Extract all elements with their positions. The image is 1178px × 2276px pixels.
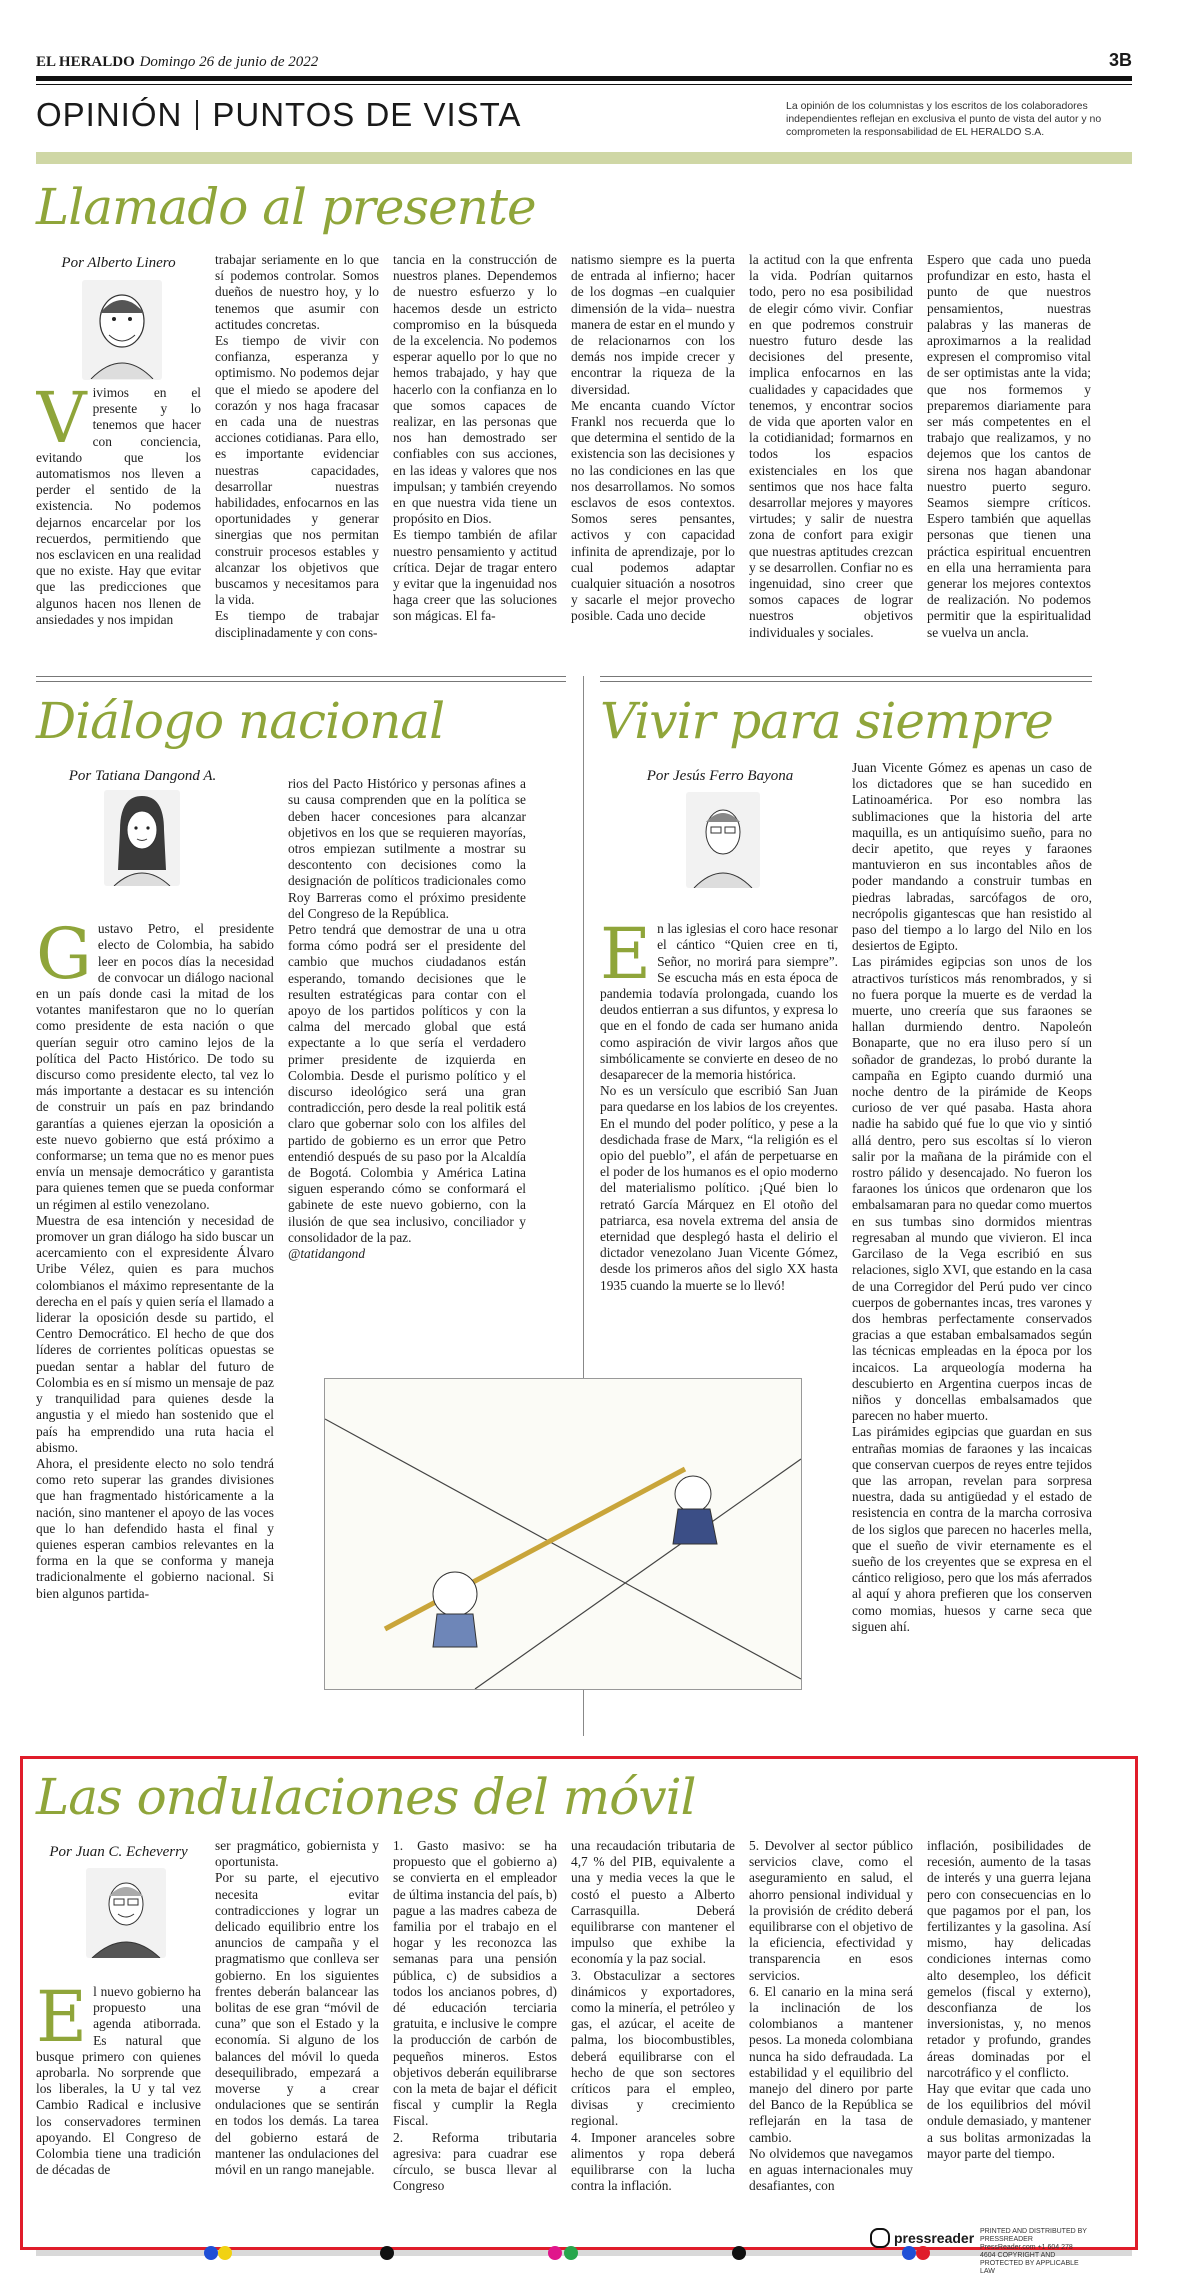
page-number: 3B bbox=[1108, 50, 1132, 70]
article-vivir-col2: Juan Vicente Gómez es apenas un caso de los dictadores que se han sucedido en Latinoamérica. Por eso nombra las sublimaciones que la historia del arte maquilla, es un antiquísimo sueño, para no decir apetito, que reyes y faraones mantuvieron en sus incontables años de poder mandando a construir tumbas en piedras labradas, sarcófagos de oro, necrópolis gigantescas que han resistido al paso del tiempo a lo largo del Nilo en los desiertos de Egipto. Las pirámides egipcias son unos de los atractivos turísticos más renombrados, y si no fuera porque la muerte es de verdad la muerte, uno creería que sus faraones se hallan durmiendo dentro. Napoleón Bonaparte, que no era iluso pero sí un soñador de grandezas, lo probó durante la campaña en Egipto cuando durmió una noche dentro de la pirámide de Keops curioso de ver qué pasaba. Hasta ahora nadie ha sabido qué fue lo que vio y sintió allá dentro, pero sus escoltas sí lo vieron salir por la mañana de la pirámide con el rostro pálido y desencajado. No fueron los faraones los únicos que ordenaron que los embalsamaran para no quedar como muertos en sus tumbas sino dormidos mientras regresaban al mundo que vivieron. El inca Garcilaso de la Vega escribió en sus relaciones, siglo XVI, que estando en la casa de una Corregidor del Perú pudo ver cinco cuerpos de gobernantes incas, tres varones y dos hembras perfectamente conservados gracias a que estaban embalsamados según las técnicas empleadas en la época por los incaicos. La arqueología moderna ha descubierto en Argentina cuerpos incas de niños y doncellas embalsamados que parecen no haber muerto. Las pirámides egipcias que guardan en sus entrañas momias de faraones y las incaicas que conservan cuerpos de reyes entre tejidos que las arropan, revelan para sorpresa nuestra, dada su antigüedad y el estado de resistencia en contra de la marcha corrosiva de los siglos que parecen no hacerles mella, que el sueño de vivir eternamente es el sueño de los creyentes que se expresa en el cántico religioso, pero que los más aferrados al aquí y ahora prefieren que los conserven como momias, huesos y carne seca que siguen ahí. bbox=[852, 760, 1092, 1634]
divider bbox=[600, 676, 1092, 677]
masthead-rule bbox=[36, 76, 1132, 81]
article-ondulaciones-col1 bbox=[36, 1984, 201, 2236]
section-band bbox=[36, 152, 1132, 164]
masthead-rule-thin bbox=[36, 84, 1132, 85]
divider bbox=[36, 681, 566, 682]
registration-dot bbox=[732, 2246, 746, 2260]
registration-dot bbox=[218, 2246, 232, 2260]
subsection-name: PUNTOS DE VISTA bbox=[212, 96, 522, 133]
article-ondulaciones-col4: una recaudación tributaria de 4,7 % del PIB, equivalente a una y media veces la que le costó el puesto a Alberto Carrasquilla. Deberá equilibrarse con mantener el impulso que exhibe la economía y la paz social. 3. Obstaculizar a sectores dinámicos y exportadores, como la minería, el petróleo y gas, el azúcar, el aceite de palma, los biocombustibles, deberá equilibrarse con el hecho de que son sectores críticos para el empleo, divisas y crecimiento regional. 4. Imponer aranceles sobre alimentos y ropa deberá equilibrarse con la lucha contra la inflación. bbox=[571, 1838, 735, 2194]
headline-llamado: Llamado al presente bbox=[36, 178, 536, 236]
pressreader-name: pressreader bbox=[894, 2230, 975, 2246]
author-portrait-linero bbox=[82, 280, 162, 380]
masthead bbox=[36, 52, 318, 71]
editorial-disclaimer: La opinión de los columnistas y los escritos de los colaboradores independientes reflejan en exclusiva el punto de vista del autor y no comprometen la responsabilidad de EL HERALDO S.A. bbox=[786, 100, 1102, 138]
article-text: ivimos en el presente y lo tenemos que hacer con conciencia, evitando que los automatismos nos lleven a perder el sentido de la existencia. No podemos dejarnos encarcelar por los recuerdos, permitiendo que nos esclavicen en una realidad que no existe. Hay que evitar que las predicciones que algunos hacen nos llenen de ansiedades y nos impidan bbox=[36, 385, 201, 627]
headline-ondulaciones: Las ondulaciones del móvil bbox=[36, 1768, 696, 1826]
article-text: rios del Pacto Histórico y personas afines a su causa comprenden que en la política se deben hacer concesiones para alcanzar objetivos en los que se requieren mayorías, otros empiezan sutilmente a mostrar su descontento con decisiones como la designación de políticos tradicionales como Roy Barreras como el próximo presidente del Congreso de la República. Petro tendrá que demostrar de una u otra forma cómo podrá ser el presidente del cambio que muchos ciudadanos están esperando, tomando decisiones que le resulten estratégicas para contar con el apoyo de los partidos políticos y con la calma del mercado global que está expectante a lo que sería el verdadero primer presidente de izquierda en Colombia. Desde el purismo político y el discurso ideológico será una gran contradicción, pero desde la real politik está claro que gobernar solo con los alfiles del partido de gobierno es un error que Petro entendió después de su paso por la Alcaldía de Bogotá. Colombia y América Latina siguen esperando cómo se conformará el gabinete de este nuevo gobierno, con la ilusión de que sea inclusivo, conciliador y consolidador de la paz. bbox=[288, 776, 526, 1245]
article-ondulaciones-col3: 1. Gasto masivo: se ha propuesto que el gobierno a) se convierta en el empleador de última instancia del país, b) pague a las madres cabeza de familia por el trabajo en el hogar y les reconozca las semanas para una pensión pública, c) de subsidios a todos los ancianos pobres, d) dé educación terciaria gratuita, e inclusive le compre la producción de carbón de pequeños mineros. Estos objetivos deberán equilibrarse con la meta de bajar el déficit fiscal y cumplir la Regla Fiscal. 2. Reforma tributaria agresiva: para cuadrar ese círculo, se busca llevar al Congreso bbox=[393, 1838, 557, 2194]
article-ondulaciones-col2: ser pragmático, gobiernista y oportunista. Por su parte, el ejecutivo necesita evitar contradicciones y lograr un delicado equilibrio entre los anuncios de campaña y el pragmatismo que conlleva ser gobierno. En los siguientes frentes deberán balancear las bolitas de ese gran “móvil de cuna” que son el Estado y la economía. Si alguno de los balances del móvil lo queda desequilibrado, empezará a moverse y a crear ondulaciones que se sentirán en todos los demás. La tarea del gobierno estará de mantener las ondulaciones del móvil en un rango manejable. bbox=[215, 1838, 379, 2178]
section-name: OPINIÓN bbox=[36, 96, 183, 133]
article-llamado-col5: la actitud con la que enfrenta la vida. Podrían quitarnos todo, pero no esa posibilidad de elegir cómo vivir. Confiar en que podremos construir nuestro futuro desde las decisiones del presente, implica enfocarnos en las cualidades y capacidades que tenemos, y encontrar socios de vida que aporten valor en la cotidianidad; formarnos en todos los espacios existenciales en los que sentimos que nos hace falta desarrollar mejores y mayores virtudes; y salir de nuestra zona de confort para exigir que nuestras aptitudes crezcan y se desarrollen. Confiar no es ingenuidad, sino creer que somos capaces de lograr nuestros objetivos individuales y sociales. bbox=[749, 252, 913, 640]
pressreader-notice: PRINTED AND DISTRIBUTED BY PRESSREADER PressReader.com +1 604 278 4604 COPYRIGHT AND PROTECTED BY APPLICABLE LAW bbox=[980, 2228, 1087, 2275]
article-text: ustavo Petro, el presidente electo de Colombia, ha sabido leer en pocos días la necesidad de convocar un diálogo nacional en un país donde casi la mitad de los votantes manifestaron que no lo querían como presidente de esta nación o que querían seguir otro camino lejos de la política del Pacto Histórico. De todo su discurso como presidente electo, tal vez lo más importante a destacar es su intención de construir un país en paz brindando garantías a quienes ejerzan la oposición a este nuevo gobierno que está próximo a conformarse; un tema que no es menor pues envía un mensaje democrático y garantista para quienes temen que se pueda conformar un régimen al estilo venezolano. Muestra de esa intención y necesidad de promover un gran diálogo ha sido buscar un acercamiento con el expresidente Álvaro Uribe Vélez, quien es para muchos colombianos el máximo representante de la derecha en el país y quien sería el llamado a liderar la oposición desde su partido, el Centro Democrático. El hecho de que dos líderes de corrientes políticas opuestas se puedan sentar a hablar del futuro de Colombia es en sí mismo un mensaje de paz y tranquilidad para quienes desde la angustia y el miedo han sostenido que el país ha emprendido una ruta hacia el abismo. Ahora, el presidente electo no solo tendrá como reto superar las grandes divisiones que han fragmentado históricamente a la nación, sino mantener el apoyo de las voces que lo han defendido hasta el final y quienes esperan cambios relevantes en la forma en la que se conforma y maneja tradicionalmente el gobierno nacional. Si bien algunos partida- bbox=[36, 921, 274, 1601]
dropcap: G bbox=[36, 913, 92, 996]
pressreader-logo bbox=[870, 2228, 974, 2248]
article-dialogo-col1 bbox=[36, 905, 274, 1728]
author-handle: @tatidangond bbox=[288, 1246, 366, 1262]
article-text: l nuevo gobierno ha propuesto una agenda atiborrada. Es natural que busque primero con quienes aprobarla. No sorprende que los liberales, la U y tal vez Cambio Radical e inclusive los conservadores terminen apoyando. El Congreso de Colombia tiene una tradición de décadas de bbox=[36, 1984, 201, 2178]
article-ondulaciones-col6: inflación, posibilidades de recesión, aumento de la tasas de interés y una guerra lejana pero con consecuencias en lo que pagamos por el pan, los fertilizantes y la gasolina. Así mismo, hay delicadas condiciones internas como alto desempleo, los déficit gemelos (fiscal y externo), desconfianza de los inversionistas, y, no menos retador y profundo, grandes áreas dominadas por el narcotráfico y el conflicto. Hay que evitar que cada uno de los equilibrios del móvil ondule demasiado, y mantener a sus bolitas armonizadas la mayor parte del tiempo. bbox=[927, 1838, 1091, 2161]
headline-vivir: Vivir para siempre bbox=[600, 692, 1053, 750]
article-dialogo-col2 bbox=[288, 760, 526, 1308]
headline-dialogo: Diálogo nacional bbox=[36, 692, 445, 750]
registration-dot bbox=[380, 2246, 394, 2260]
section-divider bbox=[196, 100, 198, 130]
article-llamado-col1 bbox=[36, 385, 201, 648]
article-text: n las iglesias el coro hace resonar el cántico “Quien cree en ti, Señor, no morirá para siempre”. Se escucha más en esta época de pandemia todavía prolongada, cuando los deudos entierran a sus difuntos, y expresa lo que en el fondo de cada ser humano anida como aspiración de vivir largos años que simbólicamente se convierte en deseo de no desaparecer de la memoria histórica. No es un versículo que escribió San Juan para quedarse en los labios de los creyentes. En el mundo del poder político, y pese a la desdichada frase de Marx, “la religión es el opio del pueblo”, el afán de perpetuarse en el poder de los humanos es el opio moderno del materialismo político. ¡Qué bien lo retrató García Márquez en El otoño del patriarca, esa novela extrema del ansia de eternidad que desplegó hasta el delirio el dictador venezolano Juan Vicente Gómez, desde los primeros años del siglo XX hasta 1935 cuando la muerte se lo llevó! bbox=[600, 921, 838, 1293]
registration-dot bbox=[902, 2246, 916, 2260]
registration-dot bbox=[916, 2246, 930, 2260]
author-portrait-echeverry bbox=[86, 1868, 166, 1958]
issue-date: Domingo 26 de junio de 2022 bbox=[139, 54, 319, 70]
registration-dot bbox=[204, 2246, 218, 2260]
cartoon-empalme bbox=[324, 1378, 802, 1690]
article-llamado-col3: tancia en la construcción de nuestros planes. Dependemos de nuestro esfuerzo y lo hacemos desde un estricto compromiso en la búsqueda de la excelencia. No podemos esperar aquello por lo que no hemos trabajado, y hay que hacerlo con la confianza en lo que somos capaces de realizar, en las personas que nos han demostrado ser confiables con sus acciones, en las ideas y valores que nos impulsan; y también creyendo en que nuestra vida tiene un propósito en Dios. Es tiempo también de afilar nuestro pensamiento y actitud crítica. Dejar de tragar entero y evitar que la ingenuidad nos haga creer que las soluciones son mágicas. El fa- bbox=[393, 252, 557, 624]
paper-name: EL HERALDO bbox=[36, 54, 135, 70]
article-llamado-col2: trabajar seriamente en lo que sí podemos controlar. Somos dueños de nuestro hoy, y lo tenemos que asumir con actitudes concretas. Es tiempo de vivir con confianza, esperanza y optimismo. No podemos dejar que el miedo se apodere del corazón y nos haga fracasar en cada una de nuestras acciones cotidianas. Para ello, es importante evidenciar nuestras capacidades, desarrollar nuestras habilidades, enfocarnos en las oportunidades y generar sinergias que nos permitan construir procesos estables y alcanzar los objetivos que buscamos y necesitamos para la vida. Es tiempo de trabajar disciplinadamente y con cons- bbox=[215, 252, 379, 640]
dropcap: E bbox=[36, 1984, 88, 2058]
dropcap: V bbox=[36, 385, 87, 459]
article-vivir-col1 bbox=[600, 905, 838, 1405]
author-portrait-ferro bbox=[686, 792, 760, 888]
byline-echeverry: Por Juan C. Echeverry bbox=[49, 1844, 188, 1860]
print-registration-bar bbox=[36, 2250, 1132, 2256]
article-llamado-col6: Espero que cada uno pueda profundizar en esto, hasta el punto de que nuestros pensamientos, nuestras palabras y las maneras de aproximarnos a la realidad expresen el compromiso vital de ser optimistas ante la vida; que nos formemos y preparemos diariamente para ser más competentes en el trabajo que realizamos, y no dejemos que los cantos de sirena nos hagan abandonar nuestro puerto seguro. Seamos siempre críticos. Espero también que aquellas personas que tienen una práctica espiritual encuentren en ella una herramienta para generar los mejores contextos de realización. No podemos permitir que la espiritualidad se vuelva un ancla. bbox=[927, 252, 1091, 640]
registration-dot bbox=[564, 2246, 578, 2260]
divider bbox=[36, 676, 566, 677]
byline-linero: Por Alberto Linero bbox=[61, 255, 176, 271]
author-portrait-dangond bbox=[104, 790, 180, 886]
article-ondulaciones-col5: 5. Devolver al sector público servicios clave, como el aseguramiento en salud, el ahorro pensional individual y la provisión de crédito deberá equilibrarse con el objetivo de la eficiencia, efectividad y transparencia en esos servicios. 6. El canario en la mina será la inclinación de los colombianos a mantener pesos. La moneda colombiana nunca ha sido defraudada. La estabilidad y el equilibrio del manejo del dinero por parte del Banco de la República se reflejarán en la tasa de cambio. No olvidemos que navegamos en aguas internacionales muy desafiantes, con bbox=[749, 1838, 913, 2194]
pressreader-icon bbox=[870, 2228, 890, 2248]
article-llamado-col4: natismo siempre es la puerta de entrada al infierno; hacer de los dogmas –en cualquier dimensión de la vida– nuestra manera de estar en el mundo y de relacionarnos con los demás nos impide crecer y encontrar la riqueza de la diversidad. Me encanta cuando Víctor Frankl nos recuerda que lo que determina el sentido de la existencia son las decisiones y no las condiciones en las que nos desarrollamos. No somos esclavos de esos contextos. Somos seres pensantes, activos y con capacidad infinita de aprendizaje, por lo cual podemos adaptar cualquier situación a nosotros y sacarle el mejor provecho posible. Cada uno decide bbox=[571, 252, 735, 624]
section-header bbox=[36, 96, 521, 134]
byline-ferro: Por Jesús Ferro Bayona bbox=[646, 768, 794, 784]
registration-dot bbox=[548, 2246, 562, 2260]
divider bbox=[600, 681, 1092, 682]
byline-dangond: Por Tatiana Dangond A. bbox=[68, 768, 217, 784]
dropcap: E bbox=[600, 913, 652, 996]
